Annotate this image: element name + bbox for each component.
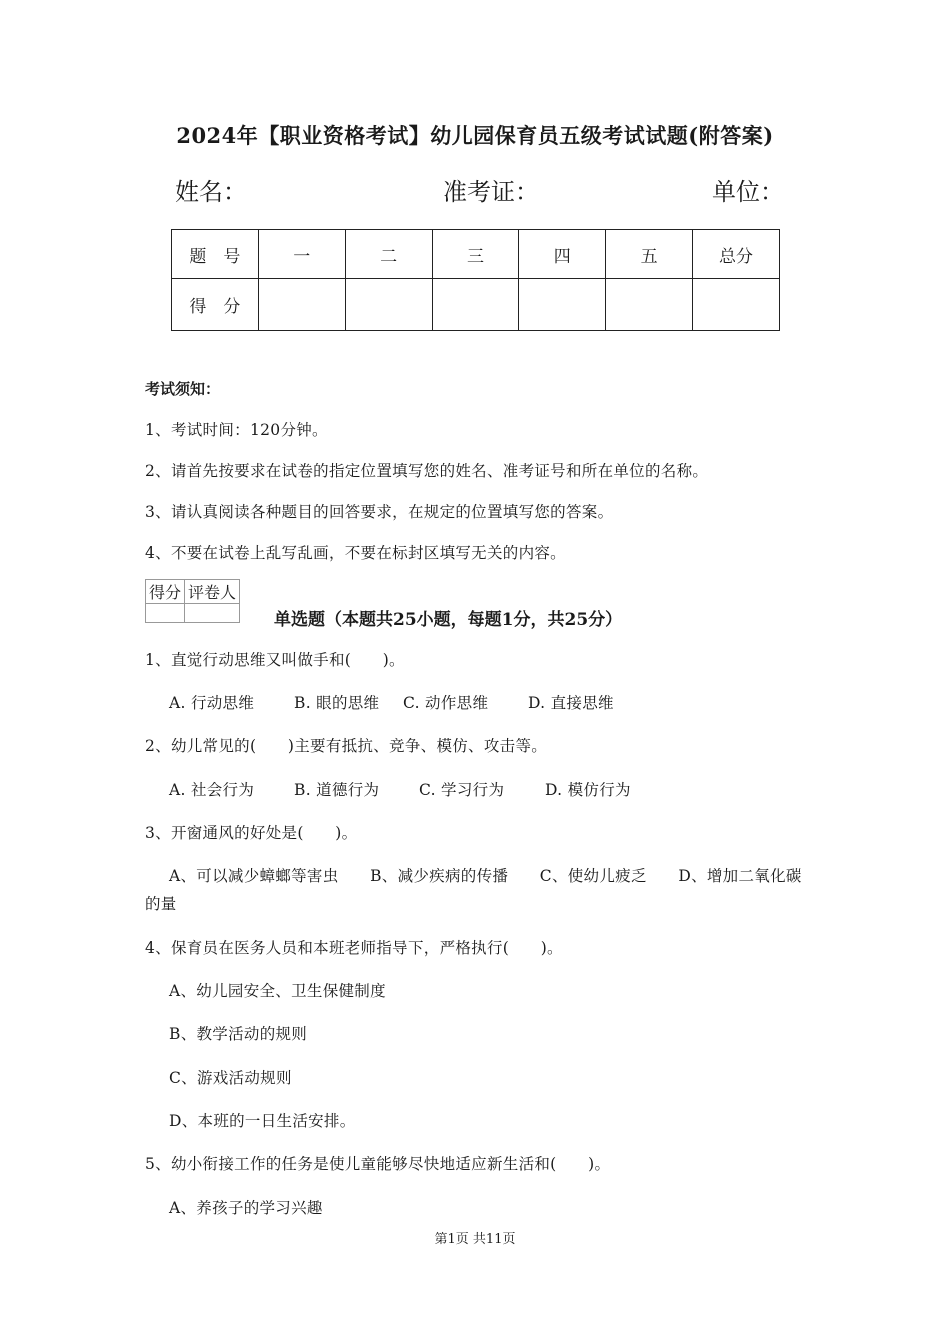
option[interactable]: A、幼儿园安全、卫生保健制度	[169, 982, 386, 1000]
score-cell[interactable]	[519, 279, 606, 331]
option[interactable]: D. 直接思维	[528, 694, 614, 712]
exam-id-label: 准考证：	[443, 178, 539, 206]
score-table-col-3: 三	[432, 230, 519, 279]
question-options	[169, 778, 631, 800]
notes-item: 2、请首先按要求在试卷的指定位置填写您的姓名、准考证号和所在单位的名称。	[145, 462, 709, 480]
option[interactable]: C、游戏活动规则	[169, 1069, 292, 1087]
grader-table	[145, 579, 240, 623]
question-options-continuation: 的量	[145, 895, 177, 913]
option[interactable]: A、养孩子的学习兴趣	[169, 1199, 323, 1217]
notes-item: 1、考试时间：120分钟。	[145, 421, 328, 439]
section-title: 单选题（本题共25小题，每题1分，共25分）	[274, 610, 623, 630]
option[interactable]: A. 社会行为	[169, 781, 255, 799]
grader-reviewer-label: 评卷人	[185, 580, 240, 604]
page-footer: 第1页 共11页	[434, 1232, 516, 1247]
option[interactable]: C. 动作思维	[403, 694, 489, 712]
notes-item: 4、不要在试卷上乱写乱画，不要在标封区填写无关的内容。	[145, 544, 566, 562]
score-cell[interactable]	[693, 279, 780, 331]
score-table-header-row	[172, 230, 780, 279]
option[interactable]: B. 眼的思维	[294, 694, 380, 712]
page-title: 2024年【职业资格考试】幼儿园保育员五级考试试题(附答案)	[176, 123, 774, 148]
score-cell[interactable]	[432, 279, 519, 331]
score-table-col-1: 一	[258, 230, 345, 279]
option[interactable]: A. 行动思维	[169, 694, 255, 712]
score-table	[171, 229, 780, 331]
question-stem: 2、幼儿常见的( )主要有抵抗、竞争、模仿、攻击等。	[145, 737, 548, 755]
option[interactable]: B. 道德行为	[294, 781, 380, 799]
score-table-score-label: 得 分	[172, 279, 259, 331]
score-cell[interactable]	[345, 279, 432, 331]
grader-score-cell[interactable]	[146, 604, 185, 623]
score-cell[interactable]	[606, 279, 693, 331]
question-stem: 5、幼小衔接工作的任务是使儿童能够尽快地适应新生活和( )。	[145, 1155, 611, 1173]
question-options-line: A、可以减少蟑螂等害虫 B、减少疾病的传播 C、使幼儿疲乏 D、增加二氧化碳	[169, 867, 802, 885]
question-stem: 1、直觉行动思维又叫做手和( )。	[145, 651, 405, 669]
question-stem: 3、开窗通风的好处是( )。	[145, 824, 358, 842]
score-table-col-4: 四	[519, 230, 606, 279]
question-options	[169, 691, 614, 713]
question-stem: 4、保育员在医务人员和本班老师指导下，严格执行( )。	[145, 939, 563, 957]
notes-item: 3、请认真阅读各种题目的回答要求，在规定的位置填写您的答案。	[145, 503, 614, 521]
grader-score-label: 得分	[146, 580, 185, 604]
option[interactable]: B、教学活动的规则	[169, 1025, 308, 1043]
score-table-col-2: 二	[345, 230, 432, 279]
score-table-score-row	[172, 279, 780, 331]
score-table-col-5: 五	[606, 230, 693, 279]
score-table-col-total: 总分	[693, 230, 780, 279]
option[interactable]: D. 模仿行为	[545, 781, 631, 799]
option[interactable]: D、本班的一日生活安排。	[169, 1112, 356, 1130]
score-cell[interactable]	[258, 279, 345, 331]
unit-label: 单位：	[712, 178, 784, 206]
score-table-header-label: 题 号	[172, 230, 259, 279]
option[interactable]: C. 学习行为	[419, 781, 505, 799]
notes-title: 考试须知：	[145, 380, 221, 398]
grader-reviewer-cell[interactable]	[185, 604, 240, 623]
name-label: 姓名：	[175, 178, 247, 206]
